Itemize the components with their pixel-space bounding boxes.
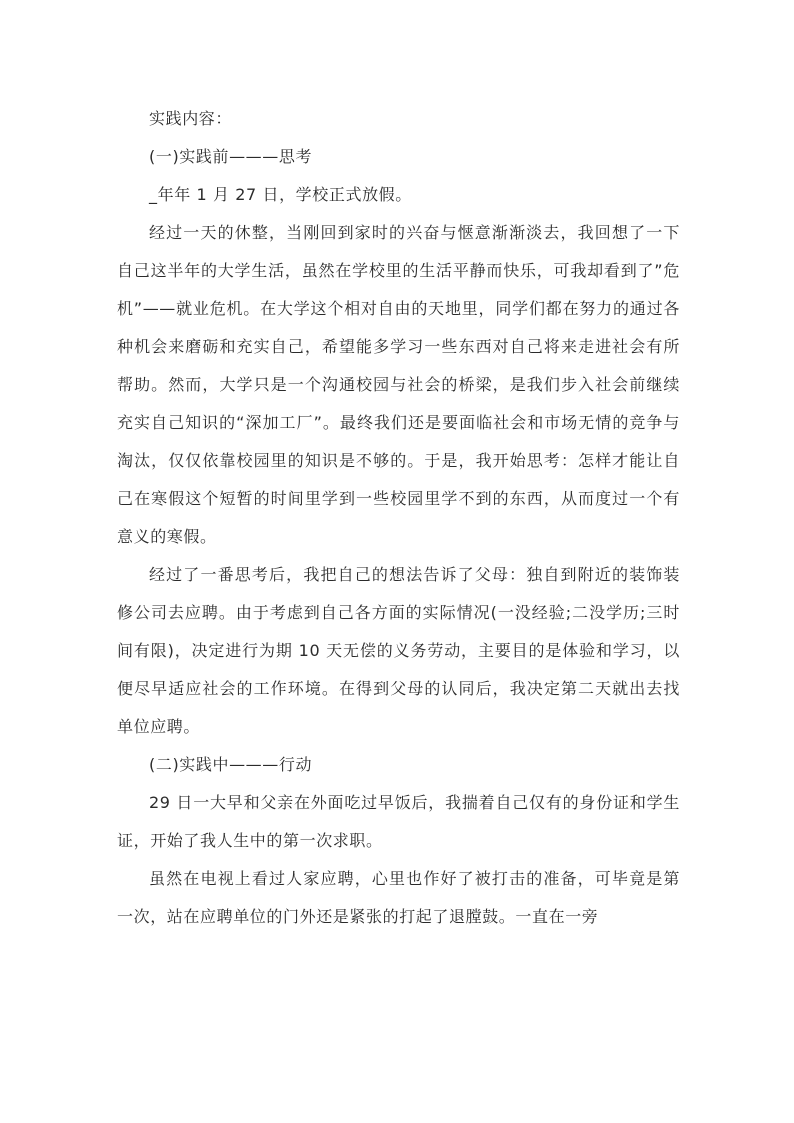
- paragraph-reflection: 经过一天的休整，当刚回到家时的兴奋与惬意渐渐淡去，我回想了一下自己这半年的大学生活，虽然在学校里的生活平静而快乐，可我却看到了”危机”——就业危机。在大学这个相对自由的天地里，同学们都在努力的通过各种机会来磨砺和充实自己，希望能多学习一些东西对自己将来走进社会有所帮助。然而，大学只是一个沟通校园与社会的桥梁，是我们步入社会前继续充实自己知识的“深加工厂”。最终我们还是要面临社会和市场无情的竞争与淘汰，仅仅依靠校园里的知识是不够的。于是，我开始思考：怎样才能让自己在寒假这个短暂的时间里学到一些校园里学不到的东西，从而度过一个有意义的寒假。: [117, 223, 680, 546]
- paragraph-practice-content-heading: 实践内容：: [149, 109, 233, 128]
- document-body: [117, 100, 680, 936]
- paragraph-decision: 经过了一番思考后，我把自己的想法告诉了父母：独自到附近的装饰装修公司去应聘。由于考虑到自己各方面的实际情况(一没经验;二没学历;三时间有限)，决定进行为期 10 天无偿的义务劳动，主要目的是体验和学习，以便尽早适应社会的工作环境。在得到父母的认同后，我决定第二天就出去找单位应聘。: [117, 565, 680, 736]
- paragraph-first-interview: 虽然在电视上看过人家应聘，心里也作好了被打击的准备，可毕竟是第一次，站在应聘单位的门外还是紧张的打起了退膛鼓。一直在一旁: [117, 869, 680, 926]
- paragraph-school-holiday-date: _年年 1 月 27 日，学校正式放假。: [149, 185, 412, 204]
- paragraph-section-during-practice: (二)实践中———行动: [149, 755, 313, 774]
- paragraph-job-search-start: 29 日一大早和父亲在外面吃过早饭后，我揣着自己仅有的身份证和学生证，开始了我人生中的第一次求职。: [117, 793, 680, 850]
- paragraph-section-before-practice: (一)实践前———思考: [149, 147, 313, 166]
